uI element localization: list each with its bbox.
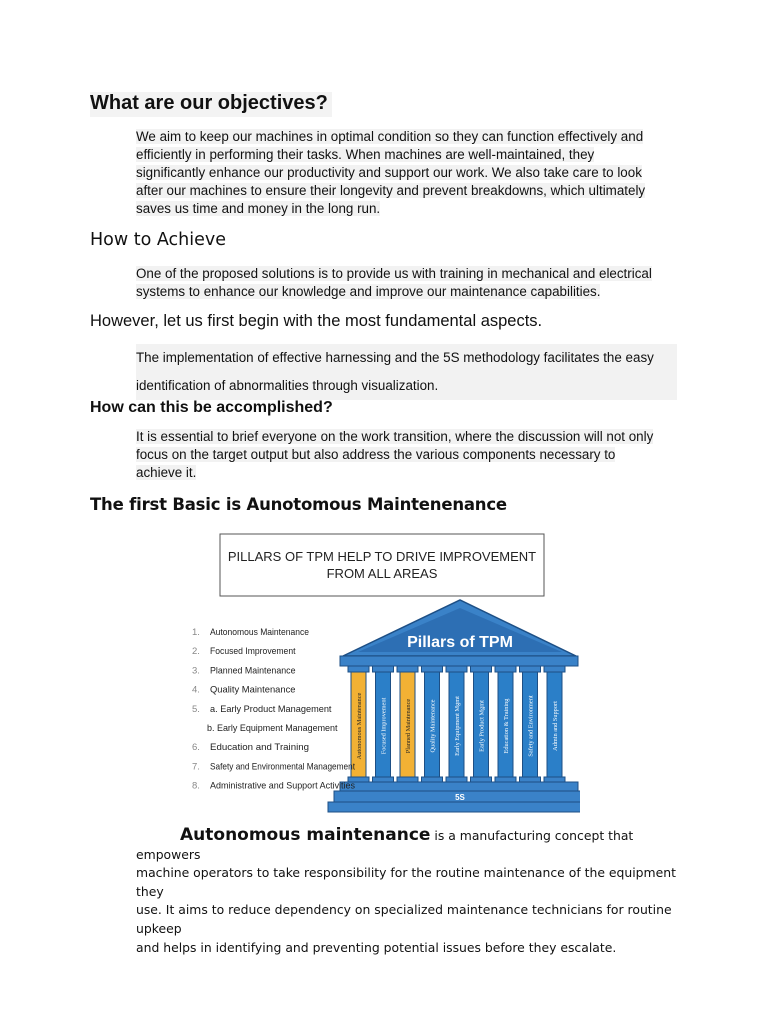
fundamentals-note [136, 344, 677, 400]
text-line: use. It aims to reduce dependency on specialized maintenance technicians for routine upkeep [136, 902, 672, 936]
list-number: 8. [192, 780, 200, 792]
heading-how-accomplished: How can this be accomplished? [90, 399, 333, 416]
text-line: It is essential to brief everyone on the work transition, where the discussion will not only [136, 429, 654, 444]
text-line: focus on the target output but also address the various components necessary to [136, 447, 616, 462]
list-number: 6. [192, 742, 200, 754]
pillar-base [520, 777, 541, 782]
heading-first-basic: The first Basic is Aunotomous Maintenenance [90, 495, 507, 514]
text-line: and helps in identifying and preventing potential issues before they escalate. [136, 939, 617, 955]
accomplished-paragraph [136, 428, 676, 482]
list-item: Administrative and Support Activities [210, 780, 356, 792]
text-line: after our machines to ensure their longevity and prevent breakdowns, which ultimately [136, 183, 646, 198]
pillar-base [495, 777, 516, 782]
pillar-base [397, 777, 418, 782]
text-line: One of the proposed solutions is to provide us with training in mechanical and electrical [136, 266, 652, 281]
pillar-label: Admin and Support [552, 701, 559, 751]
text-line: saves us time and money in the long run. [136, 201, 381, 216]
heading-fundamental-aspects: However, let us first begin with the most fundamental aspects. [90, 312, 543, 330]
pillar-base [422, 777, 443, 782]
text-line: We aim to keep our machines in optimal condition so they can function effectively and [136, 129, 644, 144]
roof-label: Pillars of TPM [407, 634, 513, 651]
pillar-label: Planned Maintenance [405, 698, 412, 754]
autonomous-term: Autonomous maintenance [180, 825, 431, 845]
pillar-capital [544, 666, 565, 672]
figure-title-box [220, 534, 544, 596]
heading-how-to-achieve: How to Achieve [90, 230, 227, 250]
list-item: Autonomous Maintenance [210, 627, 309, 638]
pillar-label: Focused Improvement [380, 697, 388, 755]
pillar-label: Quality Maintenance [429, 699, 437, 753]
objectives-paragraph [136, 128, 676, 218]
pillar-label: Autonomous Maintenance [356, 692, 363, 760]
pillar-label: Safety and Environment [527, 695, 535, 757]
list-item: Focused Improvement [210, 646, 296, 658]
achieve-paragraph [136, 265, 676, 301]
list-item: Quality Maintenance [210, 684, 296, 696]
pillar-capital [520, 666, 541, 672]
list-number: 3. [192, 665, 200, 677]
list-item: a. Early Product Management [210, 703, 332, 715]
text-line: systems to enhance our knowledge and improve our maintenance capabilities. [136, 284, 601, 299]
pillar-capital [348, 666, 369, 672]
tpm-pillars-figure [188, 530, 580, 820]
pillar-label: Education & Training [503, 698, 510, 754]
temple-step-1 [340, 782, 578, 791]
text-line: The implementation of effective harnessing and the 5S methodology facilitates the easy [136, 350, 654, 365]
autonomous-paragraph [136, 826, 676, 957]
temple-lintel [340, 656, 578, 666]
list-number: 1. [192, 627, 200, 638]
text-line: achieve it. [136, 465, 197, 480]
text-line: efficiently in performing their tasks. When machines are well-maintained, they [136, 147, 595, 162]
list-item: Education and Training [210, 742, 309, 754]
pillar-capital [397, 666, 418, 672]
temple-step-3 [328, 802, 580, 812]
pillar-base [373, 777, 394, 782]
pillar-label: Early Equipment Mgmt [454, 696, 461, 756]
figure-title-line2: FROM ALL AREAS [326, 566, 438, 581]
text-line: machine operators to take responsibility for the routine maintenance of the equipment they [136, 865, 676, 899]
tpm-diagram [188, 530, 580, 820]
pillar-base [544, 777, 565, 782]
base-label: 5S [455, 793, 465, 802]
list-number: 4. [192, 684, 200, 696]
pillar-base [446, 777, 467, 782]
text-line: identification of abnormalities through visualization. [136, 378, 439, 393]
list-item: Planned Maintenance [210, 665, 296, 677]
pillar-capital [495, 666, 516, 672]
heading-objectives: What are our objectives? [90, 92, 332, 117]
pillar-capital [471, 666, 492, 672]
pillar-label: Early Product Mgmt [478, 700, 486, 752]
pillar-base [471, 777, 492, 782]
list-item: b. Early Equipment Management [207, 723, 338, 734]
figure-title-line1: PILLARS OF TPM HELP TO DRIVE IMPROVEMENT [227, 549, 537, 564]
pillars-group [348, 666, 565, 782]
pillar-capital [373, 666, 394, 672]
pillar-capital [422, 666, 443, 672]
text-line: is a manufacturing concept that empowers [136, 828, 634, 862]
text-line: significantly enhance our productivity and support our work. We also take care to look [136, 165, 642, 180]
list-number: 2. [192, 646, 200, 658]
list-item: Safety and Environmental Management [210, 761, 356, 773]
pillar-capital [446, 666, 467, 672]
list-number: 5. [192, 703, 200, 715]
list-number: 7. [192, 761, 200, 773]
